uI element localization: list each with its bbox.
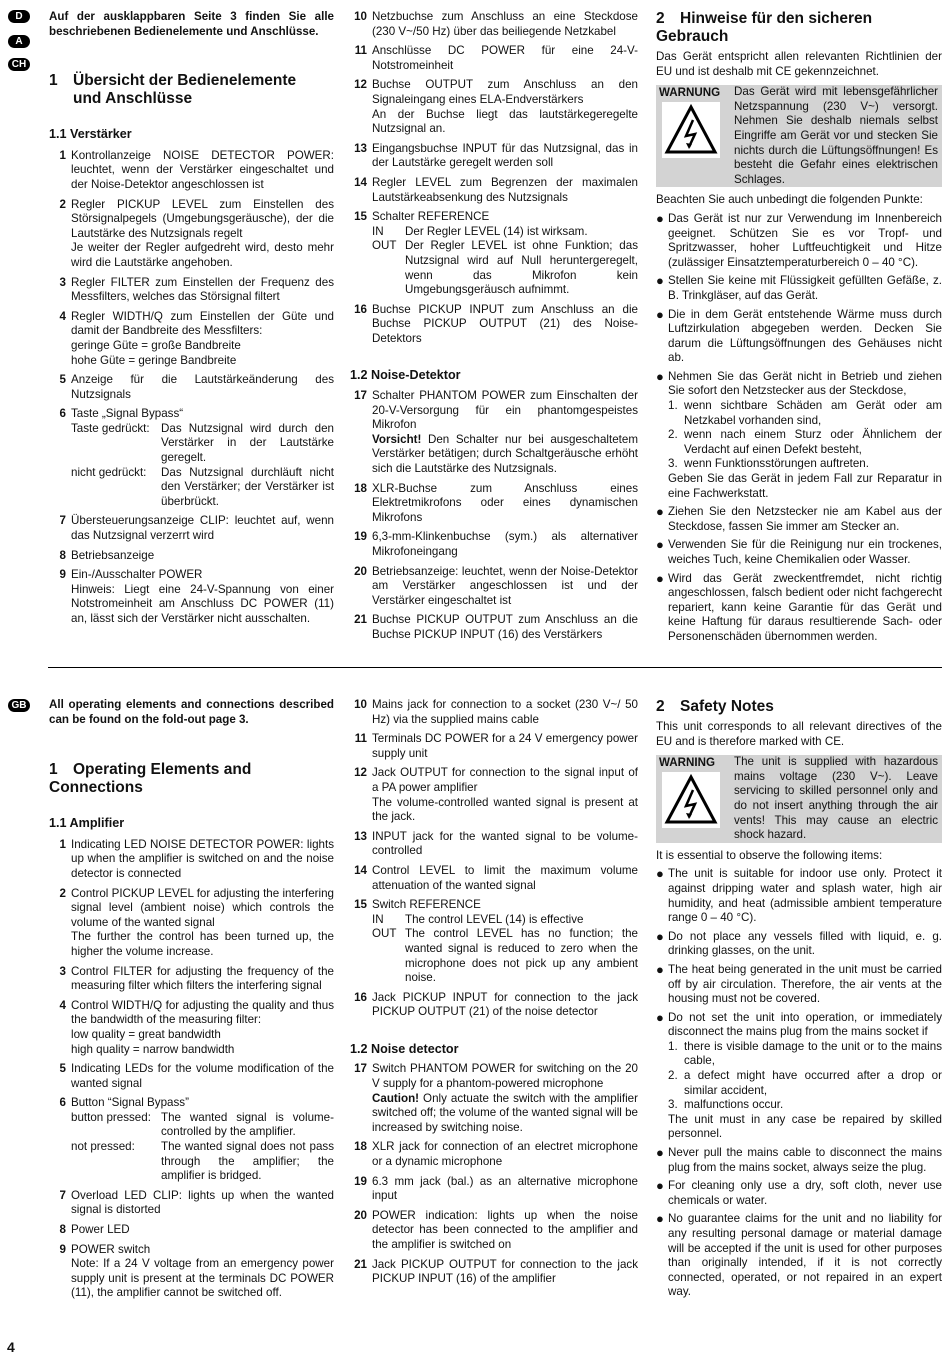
gb-column-2 xyxy=(350,698,638,1292)
list-item: 14 Regler LEVEL zum Begrenzen der maximalen Lautstärkeabsenkung des Nutzsignals xyxy=(354,175,638,204)
list-item: ● Do not set the unit into operation, or immediately disconnect the mains plug from the mains socket if 1. there is visible damage to the unit or to the mains cable, 2. a defect might have occurred after a drop or similar accident, 3. malfunctions occur. The unit must in any case be repaired by skilled personnel. xyxy=(656,1009,942,1141)
gb-section-1-1-title: 1.1 Amplifier xyxy=(49,816,125,831)
list-item: 17 Switch PHANTOM POWER for switching on the 20 V supply for a phantom-powered microphone Caution! Only actuate the switch with the amplifier switched off; the volume of the wanted signal will be increased by switching noise. xyxy=(354,1062,638,1134)
gb-warning-text: The unit is supplied with hazardous mains voltage (230 V~). Leave servicing to skilled personnel only and do not insert anything through the air vents! This may cause an electric shock hazard. xyxy=(734,755,938,842)
list-item: 11 Terminals DC POWER for a 24 V emergency power supply unit xyxy=(354,732,638,760)
gb-section-2-intro: This unit corresponds to all relevant directives of the EU and is therefore marked with CE. xyxy=(656,720,942,748)
gb-section-1-2-title: 1.2 Noise detector xyxy=(350,1041,459,1056)
list-item: 13 Eingangsbuchse INPUT für das Nutzsignal, das in der Lautstärke geregelt werden soll xyxy=(354,141,638,170)
list-item: 8 Power LED xyxy=(59,1223,130,1237)
list-item: 9 POWER switch Note: If a 24 V voltage from an emergency power supply unit is present at the terminals DC POWER (11), the amplifier cannot be switched off. xyxy=(59,1242,334,1300)
list-item: 21 Jack PICKUP OUTPUT for connection to the jack PICKUP INPUT (16) of the amplifier xyxy=(354,1257,638,1286)
gb-warning-left xyxy=(656,755,734,843)
gb-intro: All operating elements and connections described can be found on the fold-out page 3. xyxy=(49,698,334,726)
list-item: 11 Anschlüsse DC POWER für eine 24-V-Notstromeinheit xyxy=(354,44,638,72)
high-voltage-warning-icon xyxy=(662,772,720,828)
language-badge-ch: CH xyxy=(8,58,30,71)
list-item: ● Never pull the mains cable to disconnect the mains plug from the mains socket, always seize the plug. xyxy=(656,1145,942,1174)
list-item: ● No guarantee claims for the unit and no liability for any resulting personal damage or material damage will be accepted if the unit is used for other purposes than originally intended, if it is not correctly connected, operated, or not repaired in an expert way. xyxy=(656,1211,942,1299)
gb-column-3 xyxy=(656,698,942,1304)
list-item: 2 Control PICKUP LEVEL for adjusting the interfering signal level (ambient noise) which controls the volume of the wanted signal The further the control has been turned up, the higher the volume increase. xyxy=(59,886,334,958)
de-section-1-title: 1 Übersicht der Bedienelemente und Anschlüsse xyxy=(49,72,297,108)
list-item: 6 Button “Signal Bypass” button pressed: The wanted signal is volume-controlled by the amplifier. not pressed: The wanted signal does not pass through the amplifier; the amplifier is bridged. xyxy=(59,1096,334,1183)
list-item: 15 Schalter REFERENCE IN Der Regler LEVEL (14) ist wirksam. OUT Der Regler LEVEL ist ohne Funktion; das Nutzsignal wird auf Null heruntergeregelt, wenn das Mikrofon kein Umgebungsgeräusch aufnimmt. xyxy=(354,210,638,297)
gb-warning-box xyxy=(656,755,942,843)
list-item: 10 Mains jack for connection to a socket (230 V~/ 50 Hz) via the supplied mains cable xyxy=(354,698,638,726)
list-item: 1 Indicating LED NOISE DETECTOR POWER: lights up when the amplifier is switched on and the noise detector is connected xyxy=(59,837,334,880)
language-badge-d: D xyxy=(8,10,30,23)
list-item: 8 Betriebsanzeige xyxy=(59,548,155,562)
de-column-3 xyxy=(656,10,942,649)
list-item: 3 Control FILTER for adjusting the frequency of the measuring filter which filters the interfering signal xyxy=(59,964,334,993)
list-item: ● The unit is suitable for indoor use only. Protect it against dripping water and splash water, high air humidity, and heat (admissible ambient temperature range 0 – 40 °C). xyxy=(656,866,942,925)
list-item: 21 Buchse PICKUP OUTPUT zum Anschluss an die Buchse PICKUP INPUT (16) des Verstärkers xyxy=(354,613,638,641)
de-warning-left xyxy=(656,85,734,187)
list-item: ● Das Gerät ist nur zur Verwendung im Innenbereich geeignet. Schützen Sie es vor Tropf- und Spritzwasser, hoher Luftfeuchtigkeit und Hitze (zulässiger Einsatztemperaturbereich 0 – 40 °C). xyxy=(656,210,942,269)
page-number: 4 xyxy=(7,1339,15,1355)
de-observe-text: Beachten Sie auch unbedingt die folgenden Punkte: xyxy=(656,193,923,207)
list-item: ● Ziehen Sie den Netzstecker nie am Kabel aus der Steckdose, fassen Sie immer am Stecker an. xyxy=(656,504,942,533)
list-item: 16 Jack PICKUP INPUT for connection to the jack PICKUP OUTPUT (21) of the noise detector xyxy=(354,990,638,1019)
list-item: 17 Schalter PHANTOM POWER zum Einschalten der 20-V-Versorgung für ein phantomgespeistes Mikrofon Vorsicht! Den Schalter nur bei ausgeschaltetem Verstärker betätigen; durch Schaltgeräusche erhöht sich die Lautstärke des Nutzsignals. xyxy=(354,389,638,476)
list-item: 15 Switch REFERENCE IN The control LEVEL (14) is effective OUT The control LEVEL has no function; the wanted signal is reduced to zero when the microphone does not pick up any ambient noise. xyxy=(354,898,638,985)
list-item: 13 INPUT jack for the wanted signal to be volume-controlled xyxy=(354,829,638,858)
gb-section-2-title: 2 Safety Notes xyxy=(656,698,774,715)
list-item: ● For cleaning only use a dry, soft cloth, never use chemicals or water. xyxy=(656,1178,942,1207)
list-item: ● Stellen Sie keine mit Flüssigkeit gefüllten Gefäße, z. B. Trinkgläser, auf das Gerät. xyxy=(656,273,942,302)
list-item: 9 Ein-/Ausschalter POWER Hinweis: Liegt eine 24-V-Spannung von einer Notstromeinheit am Anschluss DC POWER (11) an, lässt sich der Verstärker nicht ausschalten. xyxy=(59,568,334,625)
list-item: 1 Kontrollanzeige NOISE DETECTOR POWER: leuchtet, wenn der Verstärker eingeschaltet und der Noise-Detektor angeschlossen ist xyxy=(59,148,334,191)
de-warning-label: WARNUNG xyxy=(659,86,721,100)
list-item: 7 Übersteuerungsanzeige CLIP: leuchtet auf, wenn das Nutzsignal verzerrt wird xyxy=(59,514,334,543)
list-item: 19 6.3 mm jack (bal.) as an alternative microphone input xyxy=(354,1174,638,1203)
list-item: 19 6,3-mm-Klinkenbuchse (sym.) als alternativer Mikrofoneingang xyxy=(354,530,638,558)
de-column-1 xyxy=(49,10,334,632)
list-item: 20 Betriebsanzeige: leuchtet, wenn der Noise-Detektor am Verstärker angeschlossen ist und der Verstärker eingeschaltet ist xyxy=(354,564,638,607)
section-divider xyxy=(48,667,942,668)
gb-warning-label: WARNING xyxy=(659,756,716,770)
list-item: 4 Regler WIDTH/Q zum Einstellen der Güte und damit der Bandbreite des Messfilters: geringe Güte = große Bandbreite hohe Güte = geringe Bandbreite xyxy=(59,309,334,367)
de-intro: Auf der ausklappbaren Seite 3 finden Sie alle beschriebenen Bedienelemente und Anschlüsse. xyxy=(49,10,334,38)
list-item: ● The heat being generated in the unit must be carried off by air circulation. Therefore, the air vents at the housing must not be covered. xyxy=(656,961,942,1006)
list-item: 4 Control WIDTH/Q for adjusting the quality and thus the bandwidth of the measuring filter: low quality = great bandwidth high quality = narrow bandwidth xyxy=(59,998,334,1056)
list-item: 10 Netzbuchse zum Anschluss an eine Steckdose (230 V~/50 Hz) über das beiliegende Netzkabel xyxy=(354,10,638,38)
gb-column-1 xyxy=(49,698,334,1306)
list-item: 3 Regler FILTER zum Einstellen der Frequenz des Messfilters, welches das Störsignal filtert xyxy=(59,275,334,304)
de-warning-box xyxy=(656,85,942,187)
de-section-2-title: 2 Hinweise für den sicheren Gebrauch xyxy=(656,10,873,45)
list-item: ● Verwenden Sie für die Reinigung nur ein trockenes, weiches Tuch, keine Chemikalien oder Wasser. xyxy=(656,537,942,566)
de-warning-text: Das Gerät wird mit lebensgefährlicher Netzspannung (230 V~) versorgt. Nehmen Sie deshalb niemals selbst Eingriffe am Gerät vor und stecken Sie nichts durch die Lüftungsöffnungen! Es besteht die Gefahr eines elektrischen Schlages. xyxy=(734,85,938,186)
language-badge-gb: GB xyxy=(8,699,30,712)
list-item: 7 Overload LED CLIP: lights up when the wanted signal is distorted xyxy=(59,1188,334,1217)
gb-observe-text: It is essential to observe the following items: xyxy=(656,848,883,862)
list-item: 5 Indicating LEDs for the volume modification of the wanted signal xyxy=(59,1062,334,1090)
list-item: 20 POWER indication: lights up when the noise detector has been connected to the amplifier and the amplifier is switched on xyxy=(354,1208,638,1251)
list-item: 6 Taste „Signal Bypass“ Taste gedrückt: Das Nutzsignal wird durch den Verstärker in der Lautstärke geregelt. nicht gedrückt: Das Nutzsignal durchläuft nicht den Verstärker; der Verstärker ist überbrückt. xyxy=(59,407,334,508)
de-section-1-2-title: 1.2 Noise-Detektor xyxy=(350,368,461,383)
list-item: ● Die in dem Gerät entstehende Wärme muss durch Luftzirkulation abgegeben werden. Decken Sie darum die Lüftungsöffnungen des Gehäuses nicht ab. xyxy=(656,306,942,365)
list-item: 16 Buchse PICKUP INPUT zum Anschluss an die Buchse PICKUP OUTPUT (21) des Noise-Detektors xyxy=(354,302,638,345)
de-column-2 xyxy=(350,10,638,648)
list-item: 2 Regler PICKUP LEVEL zum Einstellen des Störsignalpegels (Umgebungsgeräusche), der die Lautstärke des Nutzsignals regelt Je weiter der Regler aufgedreht wird, desto mehr wird die Lautstärke angehoben. xyxy=(59,197,334,269)
list-item: 18 XLR jack for connection of an electret microphone or a dynamic microphone xyxy=(354,1140,638,1169)
list-item: 18 XLR-Buchse zum Anschluss eines Elektretmikrofons oder eines dynamischen Mikrofons xyxy=(354,481,638,524)
de-section-2-intro: Das Gerät entspricht allen relevanten Richtlinien der EU und ist deshalb mit CE gekennzeichnet. xyxy=(656,50,942,78)
list-item: 5 Anzeige für die Lautstärkeänderung des Nutzsignals xyxy=(59,373,334,401)
list-item: 12 Buchse OUTPUT zum Anschluss an den Signaleingang eines ELA-Endverstärkers An der Buchse liegt das lautstärkegeregelte Nutzsignal an. xyxy=(354,78,638,136)
list-item: 12 Jack OUTPUT for connection to the signal input of a PA power amplifier The volume-controlled wanted signal is present at the jack. xyxy=(354,766,638,824)
language-badge-a: A xyxy=(8,35,30,48)
list-item: ● Nehmen Sie das Gerät nicht in Betrieb und ziehen Sie sofort den Netzstecker aus der Steckdose, 1. wenn sichtbare Schäden am Gerät oder am Netzkabel vorhanden sind, 2. wenn nach einem Sturz oder Ähnlichem der Verdacht auf einen Defekt besteht, 3. wenn Funktionsstörungen auftreten. Geben Sie das Gerät in jedem Fall zur Reparatur in eine Fachwerkstatt. xyxy=(656,368,942,500)
list-item: ● Do not place any vessels filled with liquid, e. g. drinking glasses, on the unit. xyxy=(656,928,942,958)
list-item: ● Wird das Gerät zweckentfremdet, nicht richtig angeschlossen, falsch bedient oder nicht fachgerecht repariert, kann keine Garantie für das Gerät und keine Haftung für daraus resultierende Sach- oder Personenschäden übernommen werden. xyxy=(656,570,942,643)
list-item: 14 Control LEVEL to limit the maximum volume attenuation of the wanted signal xyxy=(354,863,638,892)
gb-section-1-title: 1 Operating Elements and Connections xyxy=(49,761,252,797)
de-section-1-1-title: 1.1 Verstärker xyxy=(49,127,132,142)
high-voltage-warning-icon xyxy=(662,102,720,158)
